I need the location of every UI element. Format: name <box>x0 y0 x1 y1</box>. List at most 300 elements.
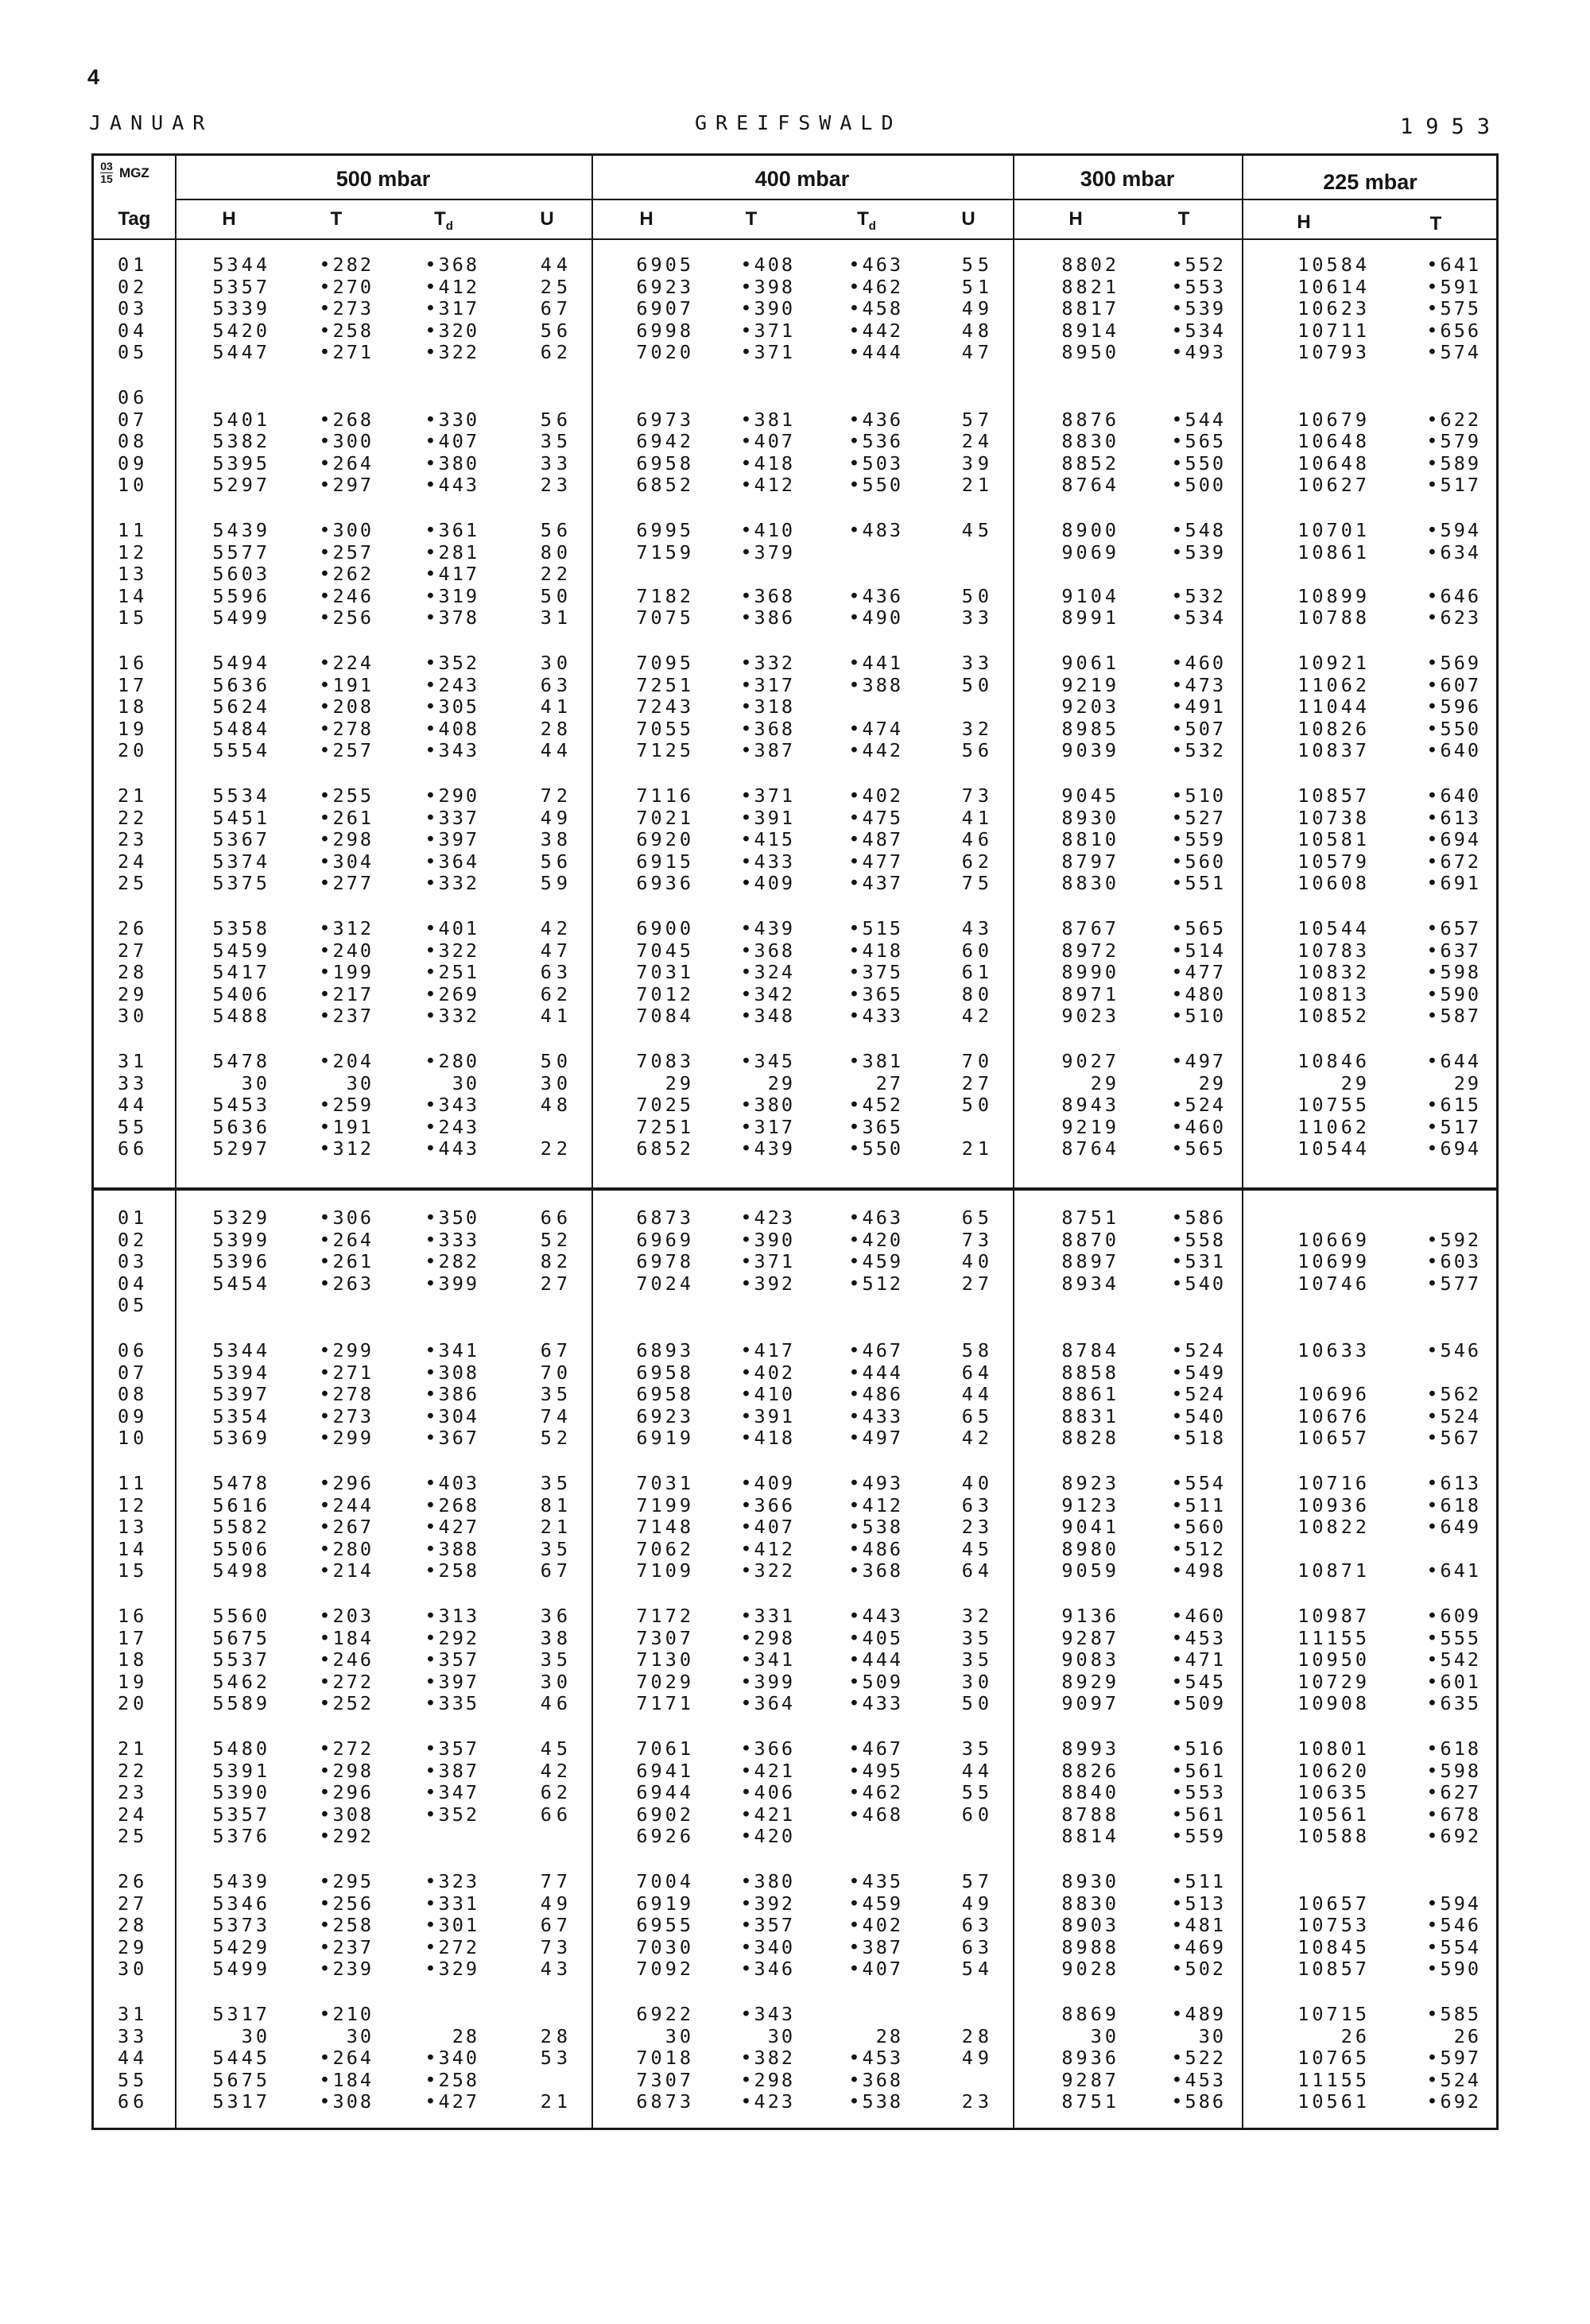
cell-td500: •301 <box>425 1914 479 1937</box>
cell-tag: 09 <box>118 1404 149 1427</box>
cell-t300: 29 <box>1198 1071 1226 1094</box>
column-rule-tag <box>175 156 176 2128</box>
cell-h225: 10765 <box>1297 2047 1370 2070</box>
cell-tag: 26 <box>118 917 149 939</box>
cell-tag: 33 <box>118 1071 149 1094</box>
cell-td400: •495 <box>848 1759 903 1782</box>
cell-h500: 5382 <box>212 430 270 453</box>
cell-h500: 5534 <box>212 784 270 807</box>
cell-td400: •497 <box>848 1427 903 1450</box>
cell-h500: 5603 <box>212 563 270 586</box>
level-header-rule <box>175 199 1499 200</box>
cell-h500: 5329 <box>212 1207 270 1229</box>
cell-t225: •603 <box>1426 1250 1481 1273</box>
cell-td500: •258 <box>425 1559 479 1582</box>
cell-td400: •402 <box>848 1914 903 1937</box>
cell-u500: 72 <box>540 784 572 807</box>
cell-h500: 5397 <box>212 1383 270 1406</box>
cell-t500: •217 <box>319 982 374 1005</box>
cell-t400: •399 <box>740 1670 795 1693</box>
cell-h225: 10801 <box>1297 1737 1370 1760</box>
cell-h500: 5454 <box>212 1272 270 1295</box>
data-table <box>91 153 1499 2130</box>
cell-t300: •497 <box>1171 1050 1226 1072</box>
cell-h400: 6852 <box>636 474 694 497</box>
cell-h400: 6919 <box>636 1892 694 1915</box>
cell-td500: •397 <box>425 828 479 851</box>
cell-t400: •398 <box>740 275 795 298</box>
cell-h225: 10584 <box>1297 254 1370 276</box>
cell-td500: •368 <box>425 254 479 276</box>
cell-tag: 09 <box>118 451 149 474</box>
cell-h300: 30 <box>1090 2024 1119 2047</box>
cell-h400: 7109 <box>636 1559 694 1582</box>
cell-td500: •361 <box>425 519 479 541</box>
cell-t400: •409 <box>740 1472 795 1494</box>
cell-h400: 7030 <box>636 1935 694 1958</box>
cell-t400: •433 <box>740 850 795 873</box>
cell-u400: 50 <box>961 1692 994 1715</box>
cell-td400: •483 <box>848 519 903 541</box>
cell-t500: •261 <box>319 1250 374 1273</box>
cell-t300: •460 <box>1171 652 1226 674</box>
cell-h500: 5484 <box>212 717 270 740</box>
time-code-bottom: 15 <box>100 172 113 185</box>
cell-h500: 5391 <box>212 1759 270 1782</box>
cell-t300: •549 <box>1171 1361 1226 1384</box>
cell-u400: 21 <box>961 1137 994 1160</box>
cell-h300: 9219 <box>1061 1115 1119 1138</box>
cell-u400: 65 <box>961 1404 994 1427</box>
cell-h225: 10633 <box>1297 1339 1370 1361</box>
cell-h300: 8810 <box>1061 828 1119 851</box>
cell-t300: •561 <box>1171 1803 1226 1826</box>
cell-td400: •467 <box>848 1339 903 1361</box>
cell-td400: •433 <box>848 1005 903 1028</box>
cell-t225: •587 <box>1426 1005 1481 1028</box>
cell-h225: 10715 <box>1297 2003 1370 2025</box>
cell-h225: 10921 <box>1297 652 1370 674</box>
cell-tag: 18 <box>118 695 149 719</box>
cell-h300: 8861 <box>1061 1383 1119 1406</box>
cell-t225: •555 <box>1426 1626 1481 1649</box>
cell-u500: 41 <box>540 695 572 719</box>
cell-u500: 80 <box>540 540 572 564</box>
cell-h300: 8914 <box>1061 319 1119 342</box>
cell-h225: 10837 <box>1297 739 1370 762</box>
cell-td400: •515 <box>848 917 903 939</box>
cell-t300: •544 <box>1171 408 1226 431</box>
cell-t225: •622 <box>1426 408 1481 431</box>
cell-tag: 15 <box>118 1559 149 1582</box>
cell-h400: 7031 <box>636 1472 694 1494</box>
cell-t400: •371 <box>740 319 795 342</box>
cell-t225: •657 <box>1426 917 1481 939</box>
col-400-td-header: $T_d$ <box>857 208 876 233</box>
cell-h225: 10711 <box>1297 319 1370 342</box>
cell-h400: 6893 <box>636 1339 694 1361</box>
cell-u500: 74 <box>540 1404 572 1427</box>
cell-td400: •467 <box>848 1737 903 1760</box>
cell-t225: •691 <box>1426 872 1481 895</box>
cell-td500: •443 <box>425 474 479 497</box>
cell-h500: 5297 <box>212 474 270 497</box>
cell-h400: 7029 <box>636 1670 694 1693</box>
cell-td400: •441 <box>848 652 903 674</box>
cell-t400: •341 <box>740 1648 795 1671</box>
cell-h225: 10657 <box>1297 1892 1370 1915</box>
cell-h400: 7172 <box>636 1605 694 1627</box>
cell-td400: •444 <box>848 1361 903 1384</box>
cell-tag: 20 <box>118 1692 149 1715</box>
cell-t400: •386 <box>740 606 795 629</box>
cell-td500: •387 <box>425 1759 479 1782</box>
cell-t225: •590 <box>1426 982 1481 1005</box>
cell-td400: 28 <box>875 2024 903 2047</box>
cell-h500: 5297 <box>212 1137 270 1160</box>
cell-t225: •591 <box>1426 275 1481 298</box>
cell-td400: •365 <box>848 1115 903 1138</box>
cell-t225: •542 <box>1426 1648 1481 1671</box>
cell-t300: •586 <box>1171 1207 1226 1229</box>
cell-t500: •277 <box>319 872 374 895</box>
cell-t300: •516 <box>1171 1737 1226 1760</box>
cell-u400: 40 <box>961 1250 994 1273</box>
cell-td500: •401 <box>425 917 479 939</box>
cell-h400: 7025 <box>636 1094 694 1117</box>
cell-t225: •640 <box>1426 739 1481 762</box>
cell-t300: •481 <box>1171 1914 1226 1937</box>
cell-t225: •601 <box>1426 1670 1481 1693</box>
cell-td400: •375 <box>848 961 903 984</box>
cell-u500: 30 <box>540 1071 572 1094</box>
cell-td400: •474 <box>848 717 903 740</box>
cell-t400: •418 <box>740 451 795 474</box>
cell-t400: •318 <box>740 695 795 719</box>
cell-u500: 35 <box>540 430 572 453</box>
cell-h300: 8930 <box>1061 806 1119 829</box>
cell-h400: 6919 <box>636 1427 694 1450</box>
cell-h225: 10899 <box>1297 584 1370 607</box>
cell-t500: •244 <box>319 1493 374 1516</box>
cell-td400: •442 <box>848 739 903 762</box>
cell-t225: •594 <box>1426 519 1481 541</box>
cell-td400: 27 <box>875 1071 903 1094</box>
cell-t300: •511 <box>1171 1870 1226 1892</box>
cell-h225: 10620 <box>1297 1759 1370 1782</box>
cell-u400: 54 <box>961 1958 994 1981</box>
cell-u400: 33 <box>961 606 994 629</box>
cell-tag: 05 <box>118 1294 149 1317</box>
cell-h500: 5462 <box>212 1670 270 1693</box>
cell-h500: 5478 <box>212 1050 270 1072</box>
header-month: JANUAR <box>89 111 214 134</box>
cell-u500: 66 <box>540 1207 572 1229</box>
cell-t500: •191 <box>319 673 374 696</box>
cell-t225: •641 <box>1426 1559 1481 1582</box>
cell-h300: 8852 <box>1061 451 1119 474</box>
cell-u500: 53 <box>540 2047 572 2070</box>
cell-td400: •487 <box>848 828 903 851</box>
cell-td400: •459 <box>848 1892 903 1915</box>
cell-h500: 5439 <box>212 1870 270 1892</box>
cell-tag: 23 <box>118 828 149 851</box>
cell-u400: 49 <box>961 2047 994 2070</box>
cell-h400: 7182 <box>636 584 694 607</box>
cell-t225: •613 <box>1426 1472 1481 1494</box>
cell-td400: •477 <box>848 850 903 873</box>
cell-td400: •459 <box>848 1250 903 1273</box>
cell-t400: •364 <box>740 1692 795 1715</box>
cell-h500: 5506 <box>212 1537 270 1560</box>
cell-h225: 10857 <box>1297 1958 1370 1981</box>
cell-t300: •460 <box>1171 1115 1226 1138</box>
cell-td500: •443 <box>425 1137 479 1160</box>
cell-h400: 6907 <box>636 297 694 320</box>
cell-u400: 27 <box>961 1071 994 1094</box>
cell-td500: •408 <box>425 717 479 740</box>
cell-t300: •559 <box>1171 1825 1226 1848</box>
cell-u400: 62 <box>961 850 994 873</box>
cell-t500: •271 <box>319 341 374 364</box>
cell-h500: 5395 <box>212 451 270 474</box>
cell-t300: •491 <box>1171 695 1226 719</box>
cell-t400: •409 <box>740 872 795 895</box>
cell-h500: 5429 <box>212 1935 270 1958</box>
cell-td400: •407 <box>848 1958 903 1981</box>
cell-t300: •565 <box>1171 430 1226 453</box>
cell-td400: •538 <box>848 1516 903 1539</box>
cell-tag: 04 <box>118 319 149 342</box>
cell-t400: •298 <box>740 2068 795 2091</box>
cell-t500: 30 <box>346 2024 374 2047</box>
cell-t300: •586 <box>1171 2090 1226 2113</box>
cell-u500: 52 <box>540 1427 572 1450</box>
cell-h500: 5596 <box>212 584 270 607</box>
cell-h400: 7251 <box>636 1115 694 1138</box>
cell-t300: •527 <box>1171 806 1226 829</box>
cell-t300: •534 <box>1171 606 1226 629</box>
cell-h500: 5494 <box>212 652 270 674</box>
cell-h225: 10783 <box>1297 939 1370 962</box>
cell-h300: 8826 <box>1061 1759 1119 1782</box>
cell-td400: •486 <box>848 1383 903 1406</box>
col-500-h-header: H <box>222 208 236 230</box>
cell-t400: •331 <box>740 1605 795 1627</box>
cell-h400: 6936 <box>636 872 694 895</box>
cell-h400: 7012 <box>636 982 694 1005</box>
cell-h400: 6969 <box>636 1228 694 1251</box>
cell-t400: •371 <box>740 341 795 364</box>
cell-h400: 6995 <box>636 519 694 541</box>
cell-h500: 5317 <box>212 2090 270 2113</box>
cell-t500: •214 <box>319 1559 374 1582</box>
cell-t400: •412 <box>740 474 795 497</box>
cell-h400: 7116 <box>636 784 694 807</box>
cell-t400: •345 <box>740 1050 795 1072</box>
cell-h225: 10581 <box>1297 828 1370 851</box>
cell-u500: 44 <box>540 254 572 276</box>
cell-td500: •407 <box>425 430 479 453</box>
cell-tag: 01 <box>118 254 149 276</box>
cell-tag: 01 <box>118 1207 149 1229</box>
cell-h300: 8943 <box>1061 1094 1119 1117</box>
cell-tag: 44 <box>118 2047 149 2070</box>
cell-t400: •317 <box>740 673 795 696</box>
cell-h400: 7004 <box>636 1870 694 1892</box>
cell-u500: 62 <box>540 341 572 364</box>
cell-u500: 35 <box>540 1472 572 1494</box>
cell-t500: •278 <box>319 717 374 740</box>
cell-t300: •545 <box>1171 1670 1226 1693</box>
cell-t400: •348 <box>740 1005 795 1028</box>
cell-t225: •524 <box>1426 2068 1481 2091</box>
cell-u500: 25 <box>540 275 572 298</box>
cell-td500: •320 <box>425 319 479 342</box>
cell-t225: •579 <box>1426 430 1481 453</box>
cell-h300: 8903 <box>1061 1914 1119 1937</box>
cell-td400: •433 <box>848 1404 903 1427</box>
cell-h300: 8990 <box>1061 961 1119 984</box>
cell-t500: •258 <box>319 319 374 342</box>
cell-u500: 22 <box>540 563 572 586</box>
cell-t225: •635 <box>1426 1692 1481 1715</box>
cell-td400: •443 <box>848 1605 903 1627</box>
cell-u500: 49 <box>540 806 572 829</box>
cell-h300: 8923 <box>1061 1472 1119 1494</box>
cell-t225: •613 <box>1426 806 1481 829</box>
cell-u400: 45 <box>961 519 994 541</box>
cell-u400: 60 <box>961 1803 994 1826</box>
cell-t225: •694 <box>1426 1137 1481 1160</box>
cell-t225: •678 <box>1426 1803 1481 1826</box>
cell-t400: •439 <box>740 1137 795 1160</box>
col-400-u-header: U <box>961 208 975 230</box>
cell-tag: 11 <box>118 1472 149 1494</box>
cell-t400: •357 <box>740 1914 795 1937</box>
cell-h500: 5357 <box>212 275 270 298</box>
cell-t225: •546 <box>1426 1914 1481 1937</box>
cell-td500: •292 <box>425 1626 479 1649</box>
cell-h300: 8971 <box>1061 982 1119 1005</box>
cell-u400: 63 <box>961 1914 994 1937</box>
cell-u400: 49 <box>961 1892 994 1915</box>
cell-td500: •268 <box>425 1493 479 1516</box>
cell-t400: •380 <box>740 1094 795 1117</box>
cell-td400: •452 <box>848 1094 903 1117</box>
cell-td400: •405 <box>848 1626 903 1649</box>
cell-u500: 46 <box>540 1692 572 1715</box>
cell-h225: 10544 <box>1297 917 1370 939</box>
cell-t400: •406 <box>740 1781 795 1804</box>
cell-td500: •386 <box>425 1383 479 1406</box>
cell-t225: 29 <box>1453 1071 1481 1094</box>
cell-t300: •510 <box>1171 784 1226 807</box>
cell-t225: •597 <box>1426 2047 1481 2070</box>
cell-td400: •453 <box>848 2047 903 2070</box>
column-rule-400 <box>1013 156 1014 2128</box>
cell-t300: •524 <box>1171 1383 1226 1406</box>
cell-tag: 66 <box>118 1137 149 1160</box>
cell-td500: •251 <box>425 961 479 984</box>
cell-h225: 10822 <box>1297 1516 1370 1539</box>
cell-tag: 08 <box>118 430 149 453</box>
cell-t300: •540 <box>1171 1404 1226 1427</box>
cell-t300: •524 <box>1171 1094 1226 1117</box>
cell-t225: •646 <box>1426 584 1481 607</box>
cell-t300: •477 <box>1171 961 1226 984</box>
cell-u500: 70 <box>540 1361 572 1384</box>
cell-h500: 5367 <box>212 828 270 851</box>
cell-h500: 5420 <box>212 319 270 342</box>
cell-t500: •264 <box>319 1228 374 1251</box>
cell-t225: •618 <box>1426 1737 1481 1760</box>
cell-td400: •418 <box>848 939 903 962</box>
cell-u500: 38 <box>540 828 572 851</box>
col-300-h-header: H <box>1068 208 1083 230</box>
cell-h400: 7031 <box>636 961 694 984</box>
cell-u500: 21 <box>540 2090 572 2113</box>
cell-t225: •575 <box>1426 297 1481 320</box>
cell-u400: 64 <box>961 1361 994 1384</box>
cell-h225: 10845 <box>1297 1935 1370 1958</box>
cell-h300: 8985 <box>1061 717 1119 740</box>
cell-td400: •458 <box>848 297 903 320</box>
level-300-header: 300 mbar <box>1080 167 1175 191</box>
cell-t300: •498 <box>1171 1559 1226 1582</box>
cell-u500: 48 <box>540 1094 572 1117</box>
cell-h300: 8797 <box>1061 850 1119 873</box>
cell-h225: 10832 <box>1297 961 1370 984</box>
cell-tag: 07 <box>118 1361 149 1384</box>
cell-t300: •460 <box>1171 1605 1226 1627</box>
cell-t400: •392 <box>740 1272 795 1295</box>
cell-t500: •261 <box>319 806 374 829</box>
cell-h225: 10635 <box>1297 1781 1370 1804</box>
cell-u400: 56 <box>961 739 994 762</box>
cell-h500: 5373 <box>212 1914 270 1937</box>
cell-tag: 12 <box>118 1493 149 1516</box>
cell-h300: 8950 <box>1061 341 1119 364</box>
cell-td500: •322 <box>425 341 479 364</box>
cell-h500: 5675 <box>212 2068 270 2091</box>
cell-h400: 7199 <box>636 1493 694 1516</box>
cell-h400: 6900 <box>636 917 694 939</box>
cell-h500: 5480 <box>212 1737 270 1760</box>
header-station: GREIFSWALD <box>695 111 902 134</box>
cell-tag: 14 <box>118 1537 149 1560</box>
cell-t400: •390 <box>740 1228 795 1251</box>
cell-td500: •319 <box>425 584 479 607</box>
cell-h400: 29 <box>665 1071 694 1094</box>
cell-t400: •421 <box>740 1803 795 1826</box>
cell-h500: 5445 <box>212 2047 270 2070</box>
cell-t500: •246 <box>319 1648 374 1671</box>
cell-u500: 67 <box>540 1914 572 1937</box>
cell-t300: •500 <box>1171 474 1226 497</box>
cell-h500: 5399 <box>212 1228 270 1251</box>
cell-tag: 05 <box>118 341 149 364</box>
cell-u400: 30 <box>961 1670 994 1693</box>
cell-h400: 7055 <box>636 717 694 740</box>
cell-h300: 8929 <box>1061 1670 1119 1693</box>
cell-t225: •577 <box>1426 1272 1481 1295</box>
cell-td400: •442 <box>848 319 903 342</box>
cell-tag: 07 <box>118 408 149 431</box>
cell-h300: 8814 <box>1061 1825 1119 1848</box>
cell-h300: 9041 <box>1061 1516 1119 1539</box>
cell-tag: 31 <box>118 2003 149 2025</box>
